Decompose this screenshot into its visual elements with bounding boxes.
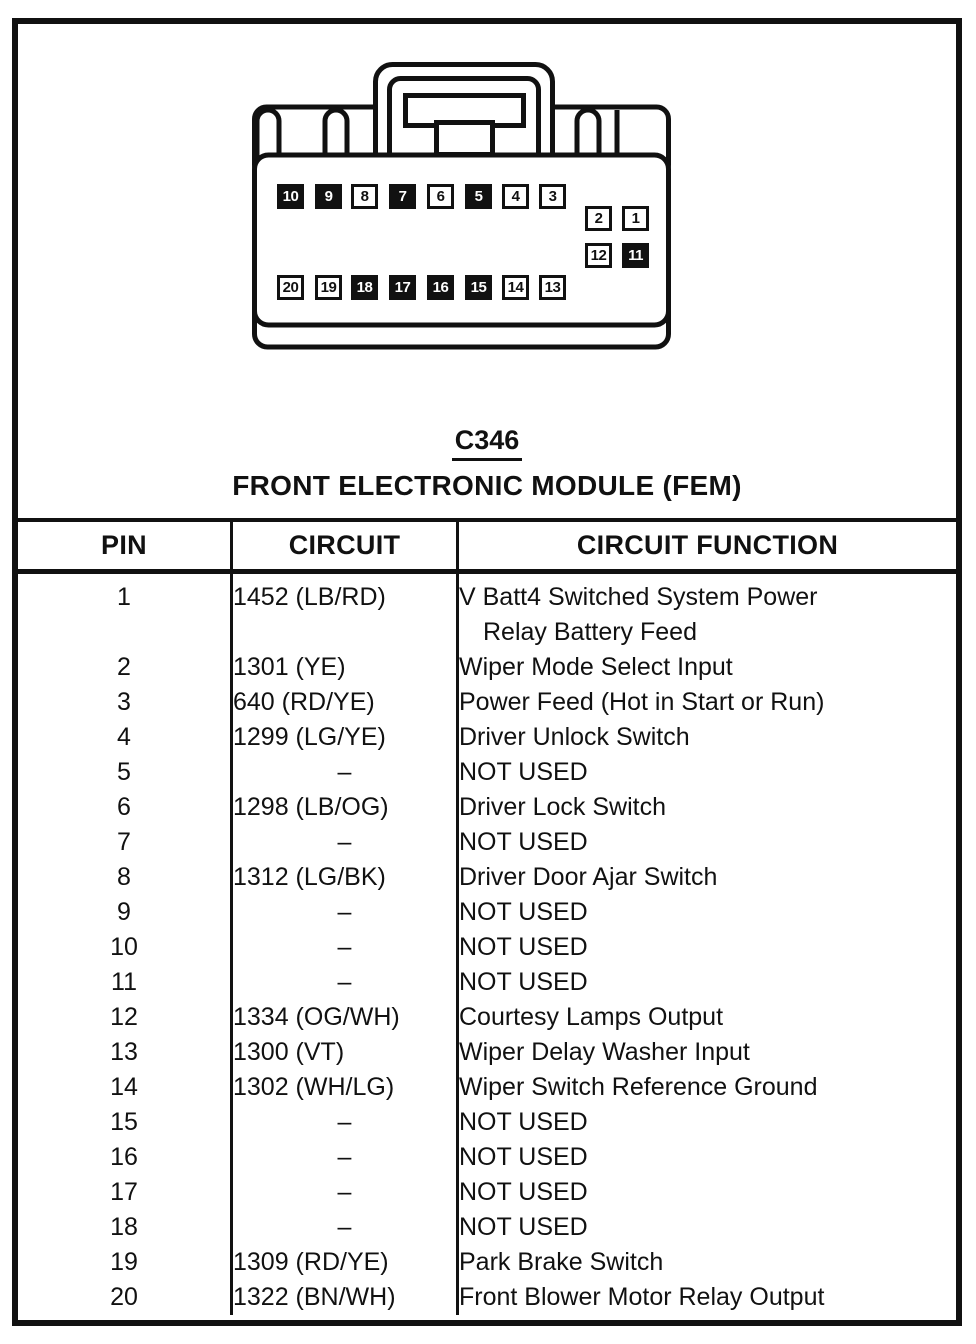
- pin-box-3: 3: [539, 184, 566, 209]
- circuit-function-line: Wiper Mode Select Input: [459, 653, 733, 681]
- pinout-table-body: [18, 572, 956, 1316]
- pin-box-16: 16: [427, 275, 454, 300]
- circuit-function-cell: [458, 1000, 957, 1035]
- pinout-row-12: [18, 1000, 956, 1035]
- pin-box-1: 1: [622, 206, 649, 231]
- pin-box-13: 13: [539, 275, 566, 300]
- circuit-cell: –: [232, 1210, 458, 1245]
- pin-cell: 8: [18, 860, 232, 895]
- pin-cell: 16: [18, 1140, 232, 1175]
- pin-box-17: 17: [389, 275, 416, 300]
- pinout-row-5: [18, 755, 956, 790]
- circuit-function-line: NOT USED: [459, 758, 588, 786]
- pin-cell: 17: [18, 1175, 232, 1210]
- circuit-function-line: Driver Unlock Switch: [459, 723, 690, 751]
- pin-cell: 11: [18, 965, 232, 1000]
- pinout-table-section: [18, 518, 956, 1325]
- pinout-row-16: [18, 1140, 956, 1175]
- pin-box-9: 9: [315, 184, 342, 209]
- circuit-function-line: NOT USED: [459, 1108, 588, 1136]
- circuit-function-line: Relay Battery Feed: [483, 618, 697, 646]
- pin-cell: 1: [18, 572, 232, 651]
- pinout-row-17: [18, 1175, 956, 1210]
- pin-box-7: 7: [389, 184, 416, 209]
- pin-box-8: 8: [351, 184, 378, 209]
- circuit-function-line: NOT USED: [459, 1213, 588, 1241]
- pin-box-19: 19: [315, 275, 342, 300]
- connector-name-label: FRONT ELECTRONIC MODULE (FEM): [232, 470, 742, 501]
- connector-drawing: [252, 62, 672, 352]
- pin-box-11: 11: [622, 243, 649, 268]
- circuit-cell: –: [232, 895, 458, 930]
- circuit-function-line: NOT USED: [459, 828, 588, 856]
- pinout-row-19: [18, 1245, 956, 1280]
- circuit-function-cell: [458, 895, 957, 930]
- circuit-cell: –: [232, 1175, 458, 1210]
- pin-box-15: 15: [465, 275, 492, 300]
- pin-cell: 9: [18, 895, 232, 930]
- pinout-row-1: [18, 572, 956, 651]
- circuit-function-cell: [458, 825, 957, 860]
- pinout-table-header: [18, 522, 956, 572]
- circuit-cell: –: [232, 965, 458, 1000]
- circuit-function-line: NOT USED: [459, 1143, 588, 1171]
- circuit-function-cell: [458, 965, 957, 1000]
- pinout-row-10: [18, 930, 956, 965]
- pin-cell: 5: [18, 755, 232, 790]
- circuit-cell: 1300 (VT): [232, 1035, 458, 1070]
- pinout-row-15: [18, 1105, 956, 1140]
- pin-box-18: 18: [351, 275, 378, 300]
- pin-box-10: 10: [277, 184, 304, 209]
- circuit-function-cell: [458, 1210, 957, 1245]
- circuit-cell: –: [232, 825, 458, 860]
- pin-cell: 3: [18, 685, 232, 720]
- pin-box-20: 20: [277, 275, 304, 300]
- pin-box-4: 4: [502, 184, 529, 209]
- pin-cell: 10: [18, 930, 232, 965]
- circuit-function-cell: [458, 720, 957, 755]
- circuit-function-cell: [458, 1175, 957, 1210]
- circuit-function-line: Park Brake Switch: [459, 1248, 664, 1276]
- pin-cell: 18: [18, 1210, 232, 1245]
- pin-cell: 12: [18, 1000, 232, 1035]
- pinout-row-20: [18, 1280, 956, 1315]
- title-block: [18, 425, 956, 502]
- pin-box-6: 6: [427, 184, 454, 209]
- pin-cell: 2: [18, 650, 232, 685]
- pinout-table: [18, 522, 956, 1315]
- pin-box-5: 5: [465, 184, 492, 209]
- circuit-cell: –: [232, 1105, 458, 1140]
- circuit-function-line: NOT USED: [459, 1178, 588, 1206]
- pinout-row-8: [18, 860, 956, 895]
- circuit-function-line: NOT USED: [459, 898, 588, 926]
- pin-cell: 4: [18, 720, 232, 755]
- pin-box-12: 12: [585, 243, 612, 268]
- pinout-row-13: [18, 1035, 956, 1070]
- circuit-function-cell: [458, 1035, 957, 1070]
- connector-diagram-section: [18, 24, 956, 518]
- circuit-function-line: Driver Door Ajar Switch: [459, 863, 718, 891]
- circuit-cell: –: [232, 1140, 458, 1175]
- circuit-function-line: NOT USED: [459, 968, 588, 996]
- pinout-row-4: [18, 720, 956, 755]
- circuit-function-cell: [458, 572, 957, 651]
- pin-box-14: 14: [502, 275, 529, 300]
- circuit-cell: 1309 (RD/YE): [232, 1245, 458, 1280]
- circuit-function-cell: [458, 685, 957, 720]
- circuit-function-cell: [458, 930, 957, 965]
- circuit-function-line: Wiper Switch Reference Ground: [459, 1073, 818, 1101]
- circuit-cell: 1322 (BN/WH): [232, 1280, 458, 1315]
- circuit-function-cell: [458, 860, 957, 895]
- circuit-function-cell: [458, 1280, 957, 1315]
- circuit-function-cell: [458, 1140, 957, 1175]
- circuit-function-cell: [458, 755, 957, 790]
- pinout-row-14: [18, 1070, 956, 1105]
- circuit-function-line: Courtesy Lamps Output: [459, 1003, 724, 1031]
- circuit-cell: 1334 (OG/WH): [232, 1000, 458, 1035]
- connector-id-label: C346: [452, 425, 523, 461]
- circuit-function-line: Front Blower Motor Relay Output: [459, 1283, 825, 1311]
- circuit-cell: –: [232, 930, 458, 965]
- pin-cell: 14: [18, 1070, 232, 1105]
- circuit-function-line: V Batt4 Switched System Power: [459, 583, 818, 611]
- pin-cell: 7: [18, 825, 232, 860]
- circuit-cell: 1299 (LG/YE): [232, 720, 458, 755]
- circuit-function-cell: [458, 1245, 957, 1280]
- circuit-function-line: Wiper Delay Washer Input: [459, 1038, 750, 1066]
- column-header-pin: PIN: [18, 522, 232, 572]
- circuit-cell: 640 (RD/YE): [232, 685, 458, 720]
- pin-cell: 15: [18, 1105, 232, 1140]
- column-header-circuit: CIRCUIT: [232, 522, 458, 572]
- circuit-function-line: NOT USED: [459, 933, 588, 961]
- pinout-row-11: [18, 965, 956, 1000]
- pinout-row-9: [18, 895, 956, 930]
- pin-cell: 19: [18, 1245, 232, 1280]
- circuit-function-line: Driver Lock Switch: [459, 793, 666, 821]
- pin-box-2: 2: [585, 206, 612, 231]
- pinout-row-3: [18, 685, 956, 720]
- pinout-row-2: [18, 650, 956, 685]
- pinout-row-6: [18, 790, 956, 825]
- pin-cell: 13: [18, 1035, 232, 1070]
- page-frame: [12, 18, 962, 1326]
- pin-cell: 20: [18, 1280, 232, 1315]
- pin-cell: 6: [18, 790, 232, 825]
- circuit-cell: 1298 (LB/OG): [232, 790, 458, 825]
- circuit-function-cell: [458, 790, 957, 825]
- column-header-circuit-function: CIRCUIT FUNCTION: [458, 522, 957, 572]
- circuit-function-line: Power Feed (Hot in Start or Run): [459, 688, 825, 716]
- circuit-cell: 1302 (WH/LG): [232, 1070, 458, 1105]
- circuit-cell: –: [232, 755, 458, 790]
- pinout-row-18: [18, 1210, 956, 1245]
- circuit-cell: 1312 (LG/BK): [232, 860, 458, 895]
- circuit-cell: 1452 (LB/RD): [232, 572, 458, 651]
- pinout-row-7: [18, 825, 956, 860]
- circuit-function-cell: [458, 1105, 957, 1140]
- circuit-function-cell: [458, 650, 957, 685]
- circuit-cell: 1301 (YE): [232, 650, 458, 685]
- circuit-function-cell: [458, 1070, 957, 1105]
